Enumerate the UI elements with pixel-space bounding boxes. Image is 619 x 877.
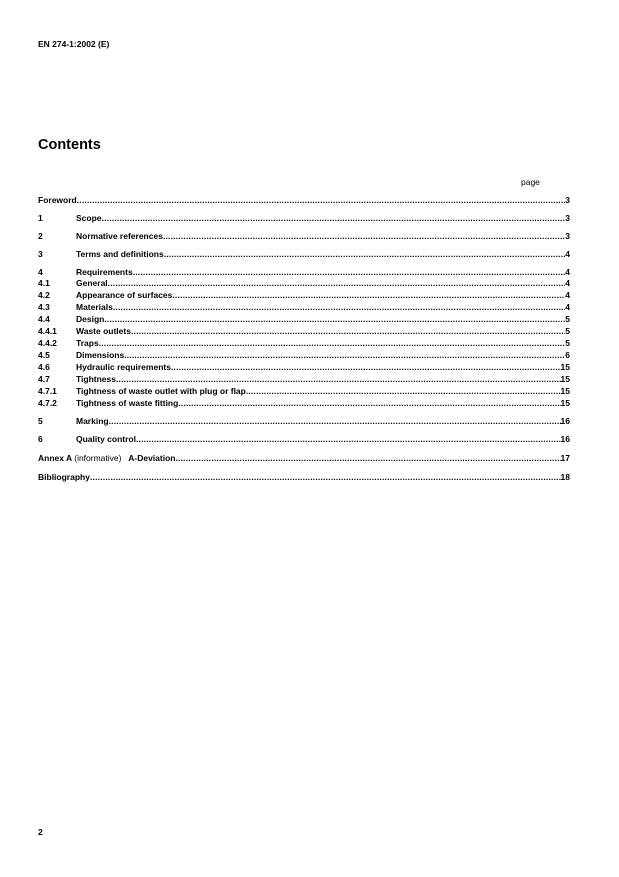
toc-entry-number: 4.4.1 (38, 326, 57, 336)
toc-leader-dots (109, 416, 561, 427)
toc-leader-dots (108, 278, 566, 289)
toc-entry-number: 6 (38, 434, 43, 444)
toc-entry-title: Traps (76, 338, 99, 348)
toc-entry-title: Tightness of waste fitting (76, 398, 179, 408)
toc-entry-title: Terms and definitions (76, 249, 164, 259)
toc-entry-number: 4.7 (38, 374, 50, 384)
toc-entry-title: Appearance of surfaces (76, 290, 173, 300)
toc-entry-title: Dimensions (76, 350, 125, 360)
toc-leader-dots (77, 195, 566, 206)
toc-entry-page: 4 (565, 290, 570, 300)
toc-entry-title: Tightness (76, 374, 116, 384)
contents-heading: Contents (38, 137, 101, 153)
toc-entry-traps[interactable] (38, 338, 570, 349)
toc-leader-dots (164, 249, 566, 260)
toc-leader-dots (175, 453, 560, 464)
toc-entry-waste-outlets[interactable] (38, 326, 570, 337)
toc-leader-dots (171, 362, 561, 373)
toc-entry-title: Waste outlets (76, 326, 131, 336)
toc-entry-terms-and-definitions[interactable] (38, 249, 570, 260)
toc-entry-page: 5 (565, 326, 570, 336)
toc-leader-dots (102, 213, 566, 224)
toc-entry-number: 2 (38, 231, 43, 241)
toc-entry-page: 3 (565, 195, 570, 205)
toc-entry-page: 4 (565, 302, 570, 312)
toc-entry-title: Quality control (76, 434, 136, 444)
page-number: 2 (38, 827, 43, 837)
toc-leader-dots (163, 231, 565, 242)
annex-informative-label: (informative) (74, 453, 122, 463)
toc-leader-dots (116, 374, 561, 385)
annex-title: A-Deviation (128, 453, 176, 463)
toc-entry-page: 5 (565, 314, 570, 324)
toc-leader-dots (246, 386, 561, 397)
toc-leader-dots (104, 314, 565, 325)
toc-leader-dots (124, 350, 565, 361)
page-column-label: page (521, 177, 540, 187)
toc-entry-title: Tightness of waste outlet with plug or flap (76, 386, 246, 396)
toc-entry-number: 4.6 (38, 362, 50, 372)
toc-entry-title: Foreword (38, 195, 77, 205)
toc-leader-dots (99, 338, 566, 349)
toc-entry-tightness-waste-outlet-plug-flap[interactable] (38, 386, 570, 397)
toc-leader-dots (113, 302, 565, 313)
toc-entry-tightness[interactable] (38, 374, 570, 385)
toc-entry-title: General (76, 278, 108, 288)
toc-entry-number: 3 (38, 249, 43, 259)
toc-entry-title (38, 453, 175, 464)
toc-entry-title: Bibliography (38, 472, 90, 482)
toc-entry-tightness-waste-fitting[interactable] (38, 398, 570, 409)
toc-entry-general[interactable] (38, 278, 570, 289)
toc-entry-marking[interactable] (38, 416, 570, 427)
toc-entry-title: Design (76, 314, 105, 324)
toc-entry-title: Materials (76, 302, 113, 312)
toc-entry-scope[interactable] (38, 213, 570, 224)
toc-entry-page: 3 (565, 231, 570, 241)
toc-entry-number: 4.7.1 (38, 386, 57, 396)
toc-entry-number: 4.7.2 (38, 398, 57, 408)
toc-entry-requirements[interactable] (38, 267, 570, 278)
toc-entry-page: 16 (560, 416, 570, 426)
toc-entry-page: 15 (560, 374, 570, 384)
toc-entry-number: 4.5 (38, 350, 50, 360)
toc-entry-title: Hydraulic requirements (76, 362, 171, 372)
toc-entry-page: 16 (560, 434, 570, 444)
toc-entry-page: 15 (560, 398, 570, 408)
toc-entry-page: 4 (565, 267, 570, 277)
toc-entry-page: 5 (565, 338, 570, 348)
toc-entry-title: Marking (76, 416, 109, 426)
toc-entry-number: 4.4 (38, 314, 50, 324)
toc-entry-page: 3 (565, 213, 570, 223)
toc-leader-dots (136, 434, 561, 445)
annex-label: Annex A (38, 453, 72, 463)
toc-leader-dots (172, 290, 565, 301)
toc-entry-number: 4 (38, 267, 43, 277)
toc-entry-page: 15 (560, 362, 570, 372)
toc-entry-hydraulic-requirements[interactable] (38, 362, 570, 373)
toc-entry-materials[interactable] (38, 302, 570, 313)
toc-leader-dots (131, 326, 565, 337)
toc-entry-dimensions[interactable] (38, 350, 570, 361)
toc-entry-number: 4.2 (38, 290, 50, 300)
toc-entry-page: 17 (560, 453, 570, 463)
toc-entry-number: 4.3 (38, 302, 50, 312)
toc-entry-bibliography[interactable] (38, 472, 570, 483)
toc-leader-dots (178, 398, 560, 409)
toc-entry-number: 5 (38, 416, 43, 426)
toc-entry-annex-a[interactable] (38, 453, 570, 464)
toc-entry-title: Scope (76, 213, 102, 223)
toc-entry-page: 4 (565, 249, 570, 259)
toc-entry-number: 1 (38, 213, 43, 223)
toc-entry-quality-control[interactable] (38, 434, 570, 445)
toc-entry-page: 6 (565, 350, 570, 360)
toc-entry-number: 4.1 (38, 278, 50, 288)
toc-leader-dots (133, 267, 566, 278)
toc-entry-normative-references[interactable] (38, 231, 570, 242)
toc-entry-title: Normative references (76, 231, 163, 241)
toc-entry-appearance-of-surfaces[interactable] (38, 290, 570, 301)
toc-entry-page: 18 (560, 472, 570, 482)
toc-entry-title: Requirements (76, 267, 133, 277)
toc-entry-page: 15 (560, 386, 570, 396)
document-identifier: EN 274-1:2002 (E) (38, 39, 110, 49)
toc-entry-page: 4 (565, 278, 570, 288)
toc-entry-number: 4.4.2 (38, 338, 57, 348)
toc-leader-dots (90, 472, 561, 483)
toc-entry-design[interactable] (38, 314, 570, 325)
toc-entry-foreword[interactable] (38, 195, 570, 206)
